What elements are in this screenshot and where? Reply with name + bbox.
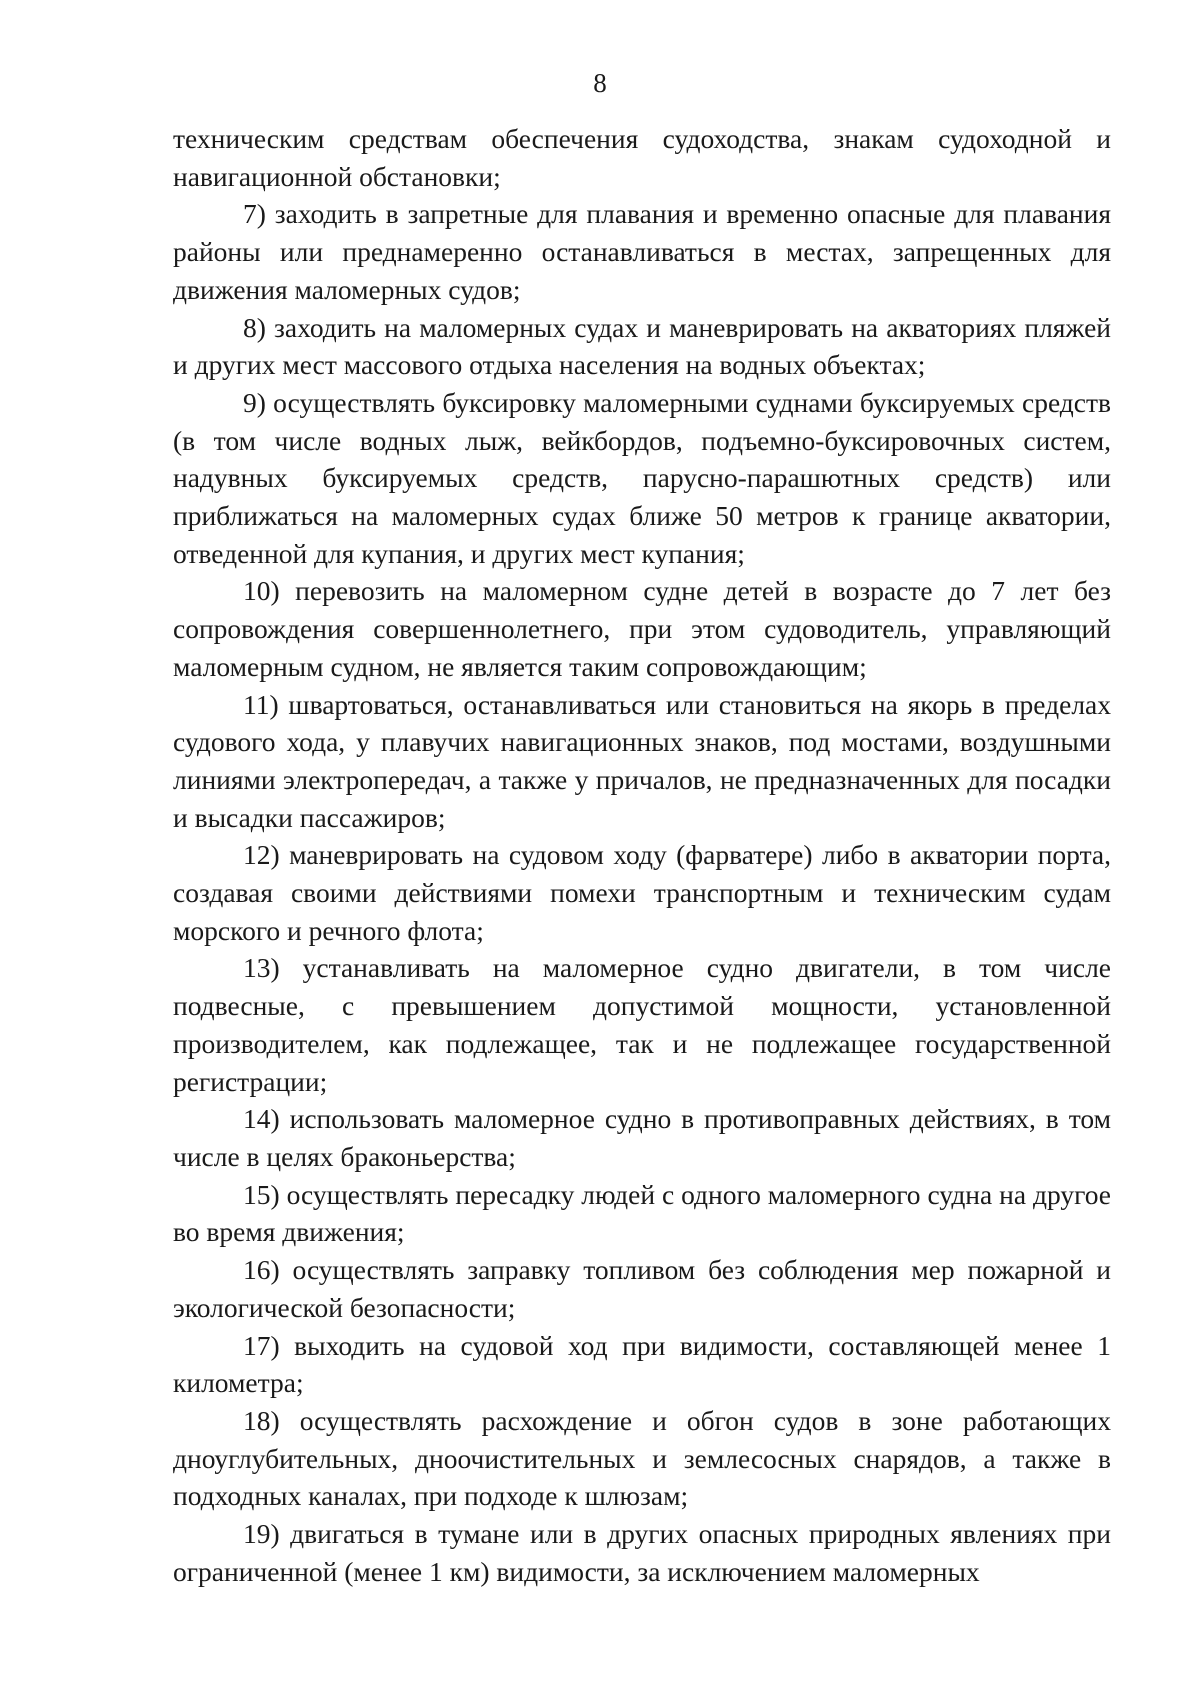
paragraph-continuation: техническим средствам обеспечения судоходства, знакам судоходной и навигационной обстановки; xyxy=(173,123,1111,192)
paragraph-item-8: 8) заходить на маломерных судах и маневрировать на акваториях пляжей и других мест массового отдыха населения на водных объектах; xyxy=(173,311,1111,381)
paragraph-item-15: 15) осуществлять пересадку людей с одного маломерного судна на другое во время движения; xyxy=(173,1178,1111,1248)
paragraph-item-16: 16) осуществлять заправку топливом без соблюдения мер пожарной и экологической безопасности; xyxy=(173,1254,1111,1323)
document-body xyxy=(173,120,1111,1590)
paragraph-item-18: 18) осуществлять расхождение и обгон судов в зоне работающих дноуглубительных, дноочистительных и землесосных снарядов, а также в подходных каналах, при подходе к шлюзам; xyxy=(173,1404,1111,1512)
paragraph-item-13: 13) устанавливать на маломерное судно двигатели, в том числе подвесные, с превышением допустимой мощности, установленной производителем, как подлежащее, так и не подлежащее государственной регистрации; xyxy=(173,952,1111,1097)
paragraph-item-9: 9) осуществлять буксировку маломерными суднами буксируемых средств (в том числе водных лыж, вейкбордов, подъемно-буксировочных систем, надувных буксируемых средств, парусно-парашютных средств) или приближаться на маломерных судах ближе 50 метров к границе акватории, отведенной для купания, и других мест купания; xyxy=(173,386,1111,569)
paragraph-item-19: 19) двигаться в тумане или в других опасных природных явлениях при ограниченной (менее 1 км) видимости, за исключением маломерных xyxy=(173,1518,1111,1587)
paragraph-item-7: 7) заходить в запретные для плавания и временно опасные для плавания районы или преднамеренно останавливаться в местах, запрещенных для движения маломерных судов; xyxy=(173,198,1111,305)
paragraph-item-14: 14) использовать маломерное судно в противоправных действиях, в том числе в целях браконьерства; xyxy=(173,1103,1111,1172)
paragraph-item-10: 10) перевозить на маломерном судне детей в возрасте до 7 лет без сопровождения совершеннолетнего, при этом судоводитель, управляющий маломерным судном, не является таким сопровождающим; xyxy=(173,575,1111,682)
page-number: 8 xyxy=(593,68,607,98)
paragraph-item-17: 17) выходить на судовой ход при видимости, составляющей менее 1 километра; xyxy=(173,1329,1111,1399)
paragraph-item-12: 12) маневрировать на судовом ходу (фарватере) либо в акватории порта, создавая своими действиями помехи транспортным и техническим судам морского и речного флота; xyxy=(173,839,1111,946)
paragraph-item-11: 11) швартоваться, останавливаться или становиться на якорь в пределах судового хода, у плавучих навигационных знаков, под мостами, воздушными линиями электропередач, а также у причалов, не предназначенных для посадки и высадки пассажиров; xyxy=(173,688,1111,833)
